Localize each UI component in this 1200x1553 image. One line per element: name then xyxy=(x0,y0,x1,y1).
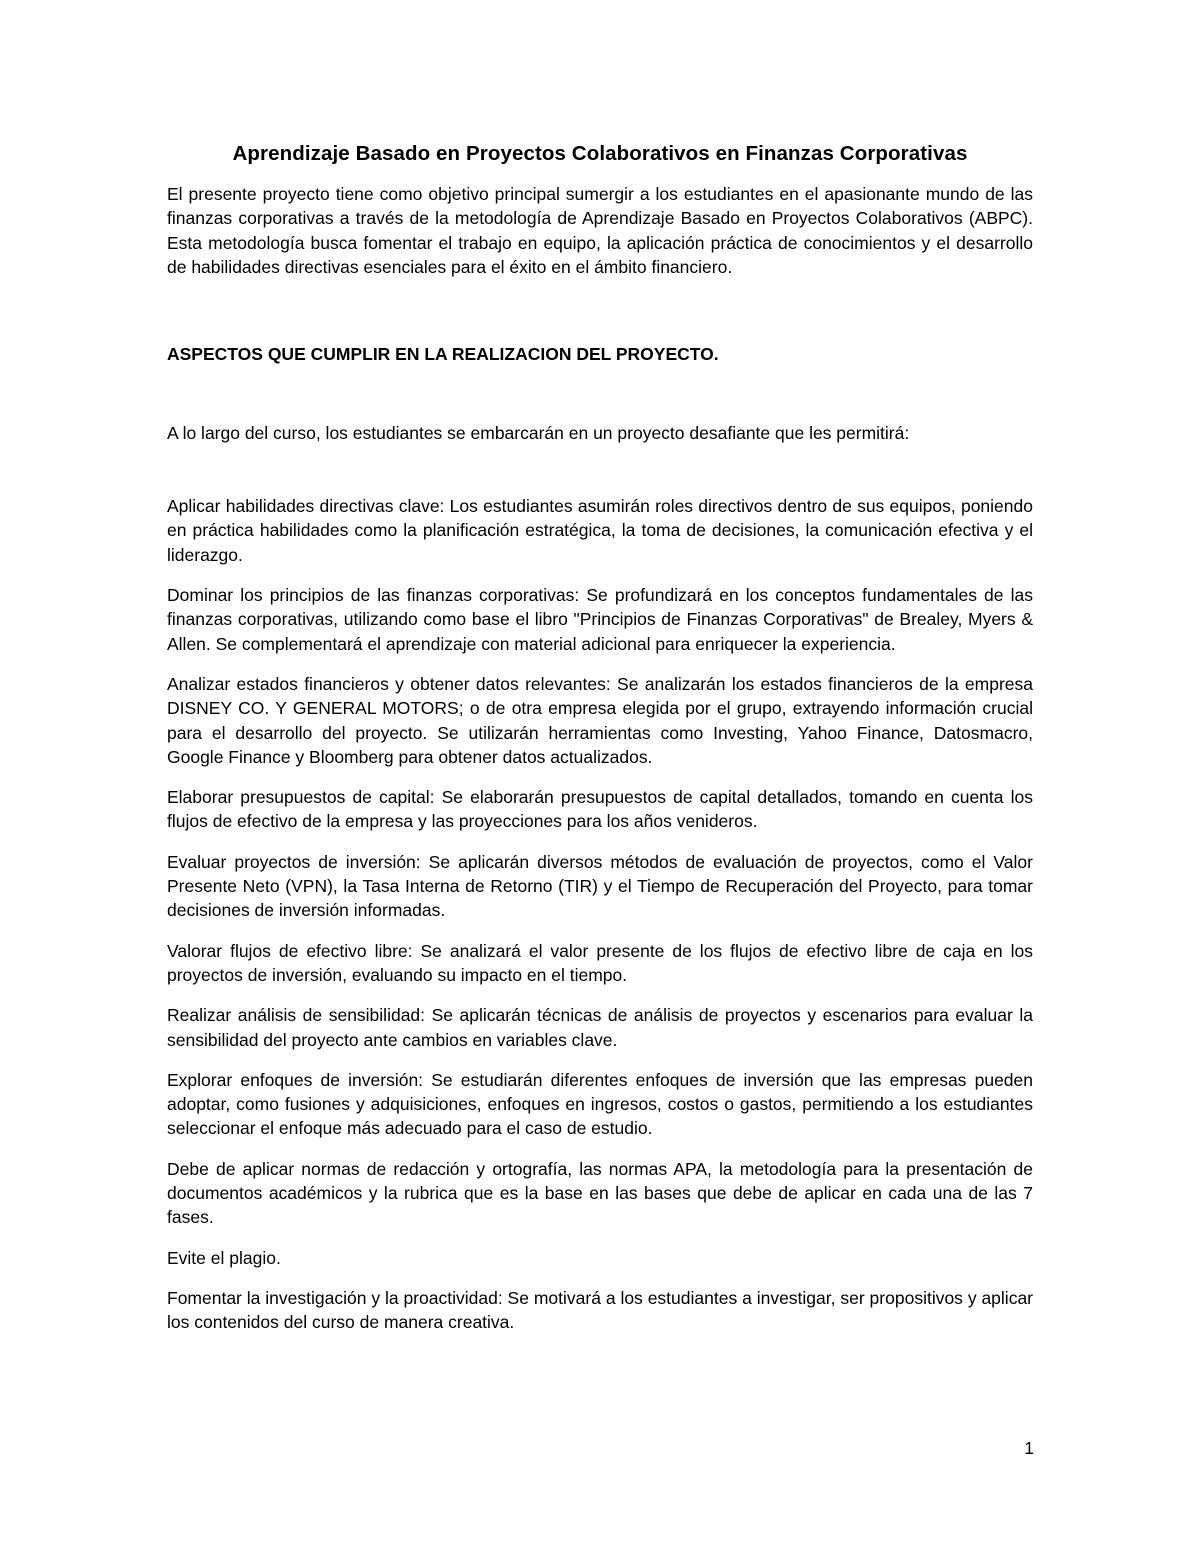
objectives-list xyxy=(167,494,1033,1334)
objective-item: Evaluar proyectos de inversión: Se aplicarán diversos métodos de evaluación de proyectos, como el Valor Presente Neto (VPN), la Tasa Interna de Retorno (TIR) y el Tiempo de Recuperación del Proyecto, para tomar decisiones de inversión informadas. xyxy=(167,851,1033,921)
objective-item: Analizar estados financieros y obtener datos relevantes: Se analizarán los estados financieros de la empresa DISNEY CO. Y GENERAL MOTORS; o de otra empresa elegida por el grupo, extrayendo información crucial para el desarrollo del proyecto. Se utilizarán herramientas como Investing, Yahoo Finance, Datosmacro, Google Finance y Bloomberg para obtener datos actualizados. xyxy=(167,673,1033,767)
objective-item: Evite el plagio. xyxy=(167,1247,281,1268)
section-heading: ASPECTOS QUE CUMPLIR EN LA REALIZACION DEL PROYECTO. xyxy=(167,344,719,365)
objective-item: Fomentar la investigación y la proactividad: Se motivará a los estudiantes a investigar, ser propositivos y aplicar los contenidos del curso de manera creativa. xyxy=(167,1287,1033,1333)
objective-item: Valorar flujos de efectivo libre: Se analizará el valor presente de los flujos de efectivo libre de caja en los proyectos de inversión, evaluando su impacto en el tiempo. xyxy=(167,940,1033,985)
objective-item: Realizar análisis de sensibilidad: Se aplicarán técnicas de análisis de proyectos y escenarios para evaluar la sensibilidad del proyecto ante cambios en variables clave. xyxy=(167,1005,1033,1050)
objective-item: Dominar los principios de las finanzas corporativas: Se profundizará en los conceptos fundamentales de las finanzas corporativas, utilizando como base el libro "Principios de Finanzas Corporativas" de Brealey, Myers & Allen. Se complementará el aprendizaje con material adicional para enriquecer la experiencia. xyxy=(167,585,1033,654)
lead-paragraph: A lo largo del curso, los estudiantes se embarcarán en un proyecto desafiante que les permitirá: xyxy=(167,423,910,444)
objective-item: Aplicar habilidades directivas clave: Los estudiantes asumirán roles directivos dentro de sus equipos, poniendo en práctica habilidades como la planificación estratégica, la toma de decisiones, la comunicación efectiva y el liderazgo. xyxy=(167,496,1033,565)
objective-item: Debe de aplicar normas de redacción y ortografía, las normas APA, la metodología para la presentación de documentos académicos y la rubrica que es la base en las bases que debe de aplicar en cada una de las 7 fases. xyxy=(167,1158,1033,1228)
document-body xyxy=(167,140,1033,1351)
document-title: Aprendizaje Basado en Proyectos Colaborativos en Finanzas Corporativas xyxy=(232,142,968,165)
intro-paragraph: El presente proyecto tiene como objetivo principal sumergir a los estudiantes en el apasionante mundo de las finanzas corporativas a través de la metodología de Aprendizaje Basado en Proyectos Colaborativos (ABPC). Esta metodología busca fomentar el trabajo en equipo, la aplicación práctica de conocimientos y el desarrollo de habilidades directivas esenciales para el éxito en el ámbito financiero. xyxy=(167,184,1033,277)
page-number: 1 xyxy=(1024,1438,1034,1458)
objective-item: Elaborar presupuestos de capital: Se elaborarán presupuestos de capital detallados, tomando en cuenta los flujos de efectivo de la empresa y las proyecciones para los años venideros. xyxy=(167,787,1033,832)
objective-item: Explorar enfoques de inversión: Se estudiarán diferentes enfoques de inversión que las empresas pueden adoptar, como fusiones y adquisiciones, enfoques en ingresos, costos o gastos, permitiendo a los estudiantes seleccionar el enfoque más adecuado para el caso de estudio. xyxy=(167,1069,1033,1139)
